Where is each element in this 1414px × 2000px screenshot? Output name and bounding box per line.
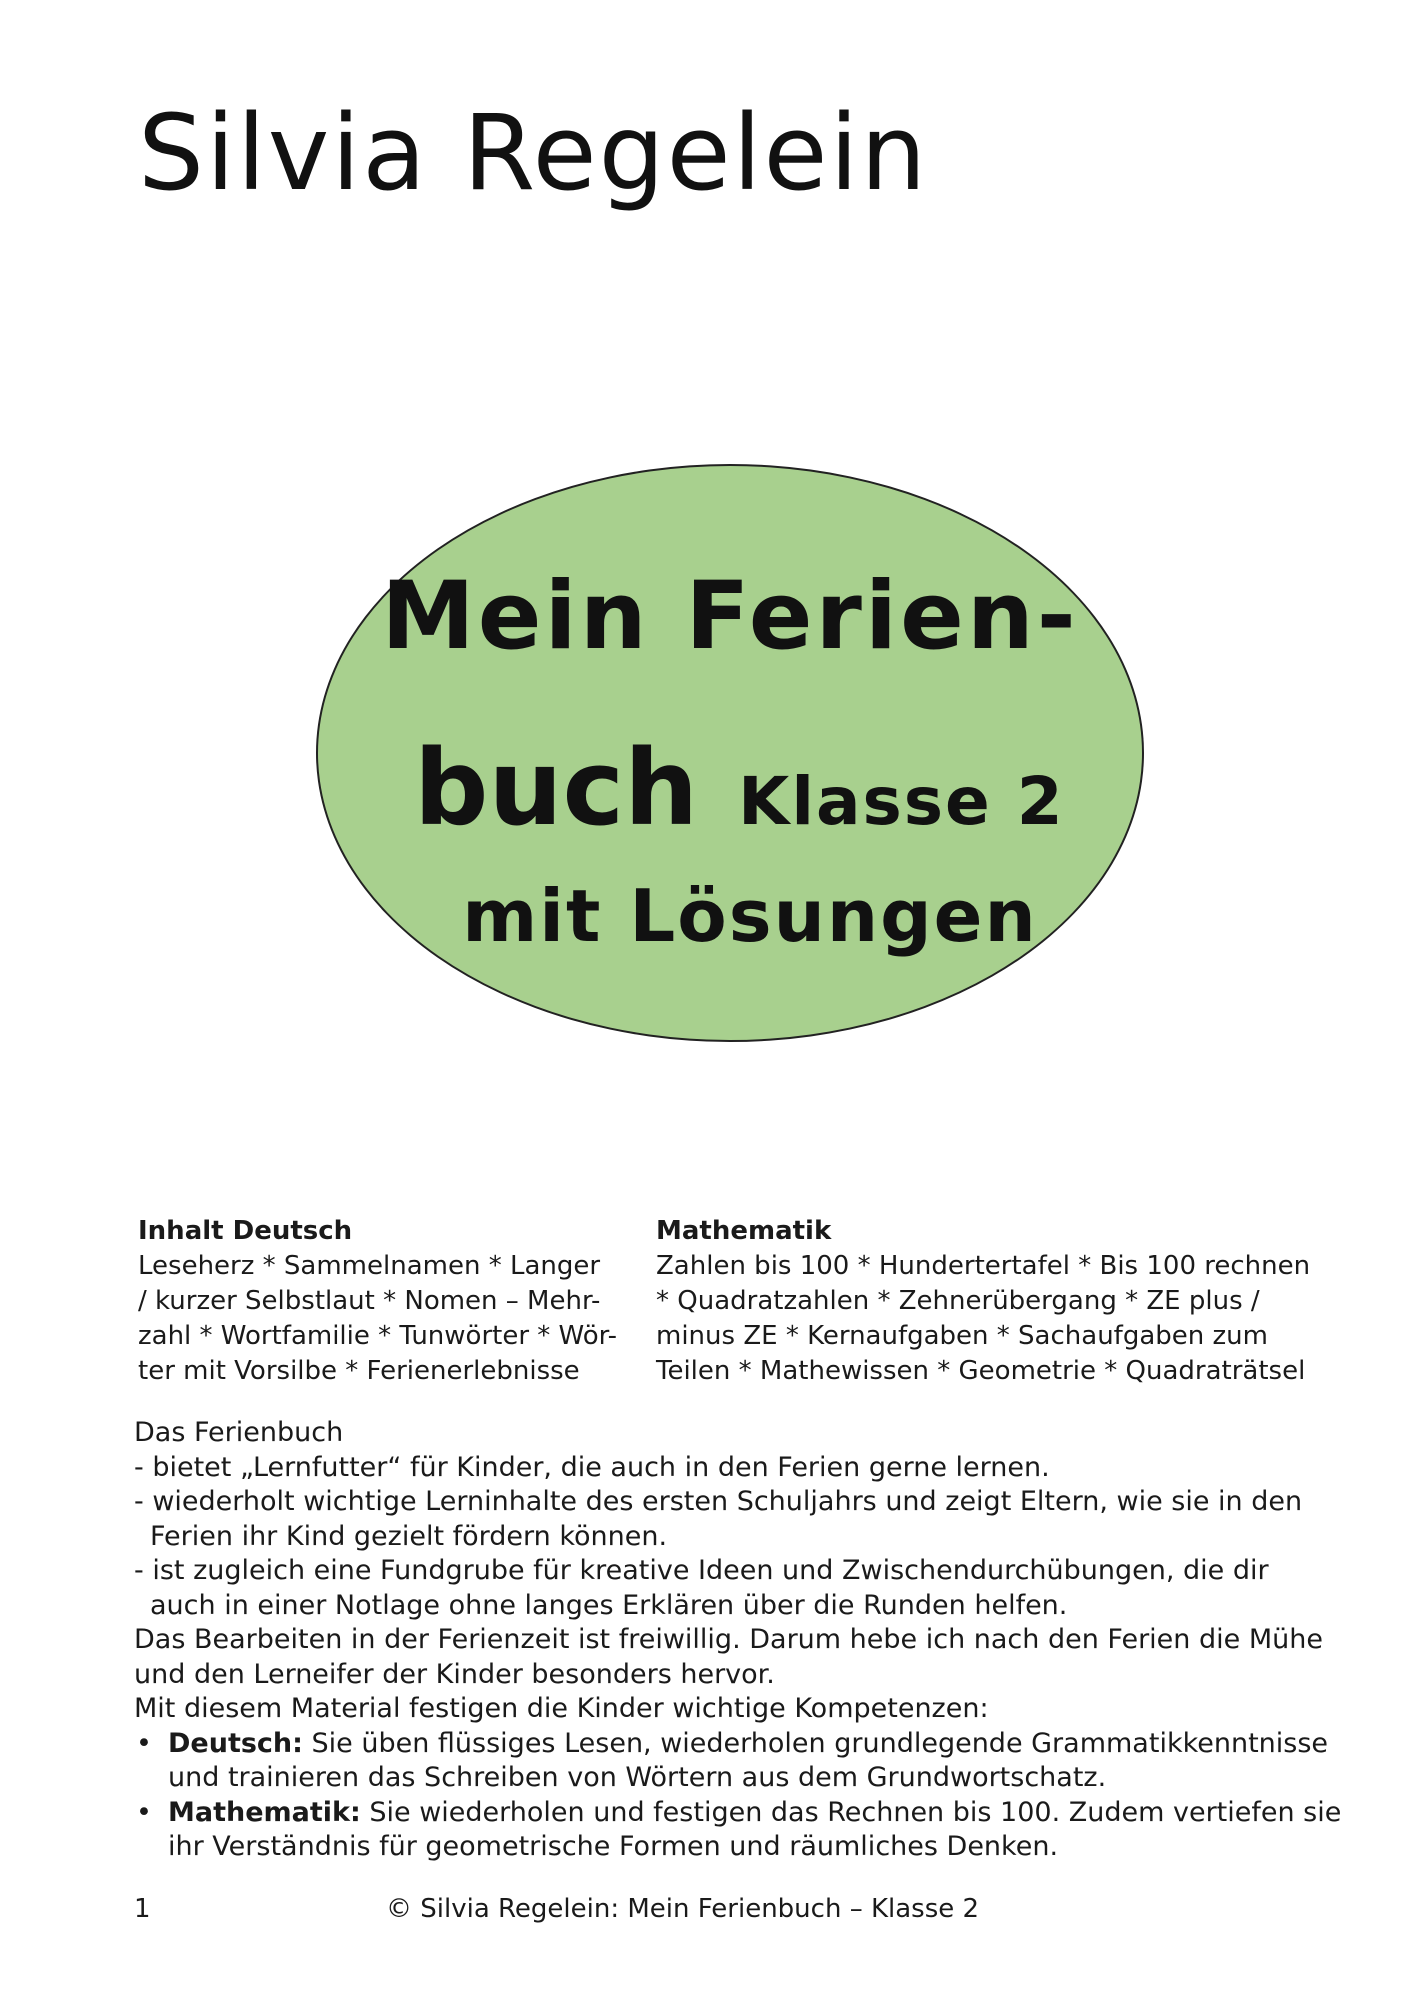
competence-deutsch-line-2: und trainieren das Schreiben von Wörtern aus dem Grundwortschatz. (168, 1762, 1107, 1793)
title-line-2-big: buch (414, 727, 699, 849)
contents-mathe (656, 1214, 1356, 1389)
competence-deutsch-line-1 (168, 1727, 1354, 1762)
contents-mathe-heading: Mathematik (656, 1216, 832, 1246)
contents-mathe-line: minus ZE * Kernaufgaben * Sachaufgaben zum (656, 1321, 1268, 1351)
competence-deutsch-text: Sie üben flüssiges Lesen, wiederholen grundlegende Grammatikkenntnisse (302, 1727, 1329, 1759)
footer-copyright: © Silvia Regelein: Mein Ferienbuch – Klasse 2 (386, 1894, 980, 1924)
title-line-2 (316, 727, 1144, 849)
description-competences: Mit diesem Material festigen die Kinder wichtige Kompetenzen: (134, 1693, 989, 1724)
contents-deutsch (138, 1214, 638, 1389)
contents-deutsch-line: zahl * Wortfamilie * Tunwörter * Wör- (138, 1321, 618, 1351)
description-intro: Das Ferienbuch (134, 1417, 344, 1448)
contents-mathe-line: Zahlen bis 100 * Hundertertafel * Bis 100 rechnen (656, 1251, 1311, 1281)
page-number: 1 (134, 1894, 151, 1924)
description-point-2: - wiederholt wichtige Lerninhalte des ersten Schuljahrs und zeigt Eltern, wie sie in den (134, 1486, 1303, 1517)
description-voluntary-cont: und den Lerneifer der Kinder besonders hervor. (134, 1658, 775, 1690)
description-block (134, 1416, 1354, 1865)
description-point-2-cont: Ferien ihr Kind gezielt fördern können. (150, 1520, 668, 1552)
contents-deutsch-line: / kurzer Selbstlaut * Nomen – Mehr- (138, 1286, 601, 1316)
competence-mathematik-label: Mathematik: (168, 1796, 361, 1828)
bullet-icon: • (136, 1796, 152, 1828)
description-point-1: - bietet „Lernfutter“ für Kinder, die auch in den Ferien gerne lernen. (134, 1451, 1050, 1483)
author-name: Silvia Regelein (138, 92, 929, 214)
contents-deutsch-line: Leseherz * Sammelnamen * Langer (138, 1251, 601, 1281)
competence-bullet-deutsch (134, 1727, 1354, 1796)
competence-mathematik-text: Sie wiederholen und festigen das Rechnen bis 100. Zudem vertiefen sie (360, 1796, 1342, 1828)
contents-mathe-line: * Quadratzahlen * Zehnerübergang * ZE plus / (656, 1286, 1260, 1316)
contents-deutsch-line: ter mit Vorsilbe * Ferienerlebnisse (138, 1356, 580, 1386)
competence-mathematik-line-2: ihr Verständnis für geometrische Formen und räumliches Denken. (168, 1831, 1059, 1862)
contents-deutsch-heading: Inhalt Deutsch (138, 1216, 353, 1246)
description-point-3: - ist zugleich eine Fundgrube für kreative Ideen und Zwischendurchübungen, die dir (134, 1555, 1269, 1586)
title-line-3: mit Lösungen (462, 874, 1038, 958)
title-line-2-small: Klasse 2 (738, 763, 1065, 840)
bullet-icon: • (136, 1727, 152, 1759)
competence-bullet-mathematik (134, 1796, 1354, 1865)
competence-deutsch-label: Deutsch: (168, 1727, 303, 1759)
contents-mathe-line: Teilen * Mathewissen * Geometrie * Quadraträtsel (656, 1356, 1306, 1386)
title-line-1: Mein Ferien- (381, 562, 1079, 671)
description-point-3-cont: auch in einer Notlage ohne langes Erklären über die Runden helfen. (150, 1589, 1068, 1621)
description-voluntary: Das Bearbeiten in der Ferienzeit ist freiwillig. Darum hebe ich nach den Ferien die Mühe (134, 1624, 1323, 1655)
competence-mathematik-line-1 (168, 1796, 1354, 1831)
